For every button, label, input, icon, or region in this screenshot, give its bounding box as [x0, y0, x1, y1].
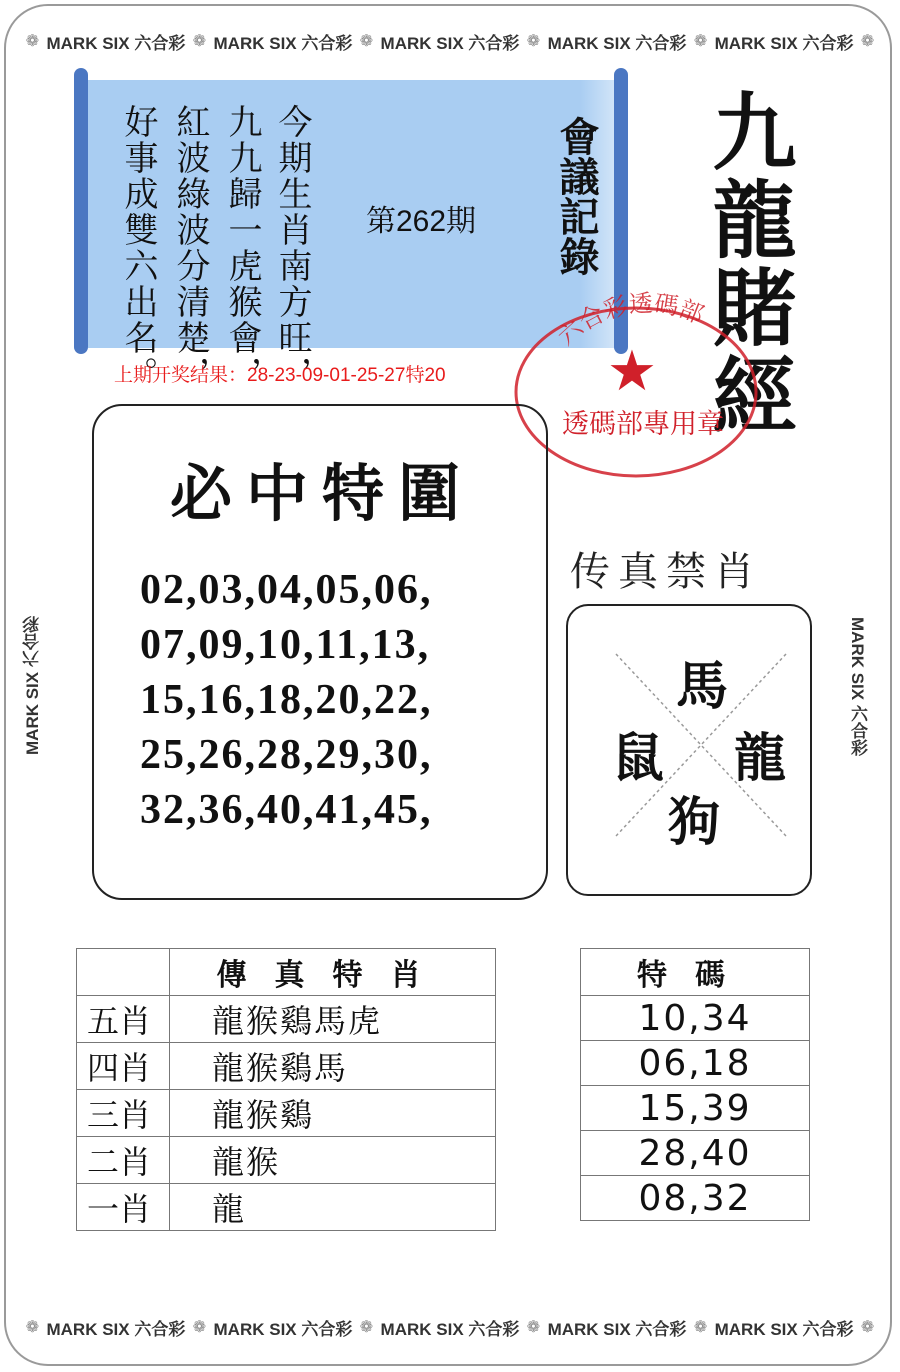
table-row	[581, 1131, 810, 1176]
watermark-text: MARK SIX 六合彩	[714, 33, 854, 53]
watermark-text: MARK SIX 六合彩	[547, 33, 687, 53]
table-row	[77, 1043, 496, 1090]
watermark-text: MARK SIX 六合彩	[848, 616, 867, 756]
table-row	[581, 1041, 810, 1086]
watermark-bottom	[20, 1312, 880, 1342]
code-cell: 08,32	[581, 1176, 810, 1221]
watermark-text: MARK SIX 六合彩	[213, 1319, 353, 1339]
watermark-text: MARK SIX 六合彩	[380, 33, 520, 53]
watermark-text: MARK SIX 六合彩	[213, 33, 353, 53]
meeting-record-label: 會議記錄	[553, 116, 600, 276]
flower-icon: ❁	[526, 33, 541, 50]
zodiac-left: 鼠	[612, 728, 665, 789]
zodiac-right: 龍	[734, 728, 787, 789]
zodiac-list: 龍	[170, 1184, 496, 1231]
flower-icon: ❁	[860, 33, 875, 50]
table-header-blank	[77, 949, 170, 996]
table-row	[77, 1090, 496, 1137]
table-row	[581, 1086, 810, 1131]
level-label: 二肖	[77, 1137, 170, 1184]
stamp-ring-text: 六合彩透碼部	[552, 290, 708, 351]
flower-icon: ❁	[192, 33, 207, 50]
watermark-text: MARK SIX 六合彩	[714, 1319, 854, 1339]
table-header: 傳真特肖	[170, 949, 496, 996]
zodiac-list: 龍猴鷄馬虎	[170, 996, 496, 1043]
watermark-text: MARK SIX 六合彩	[380, 1319, 520, 1339]
watermark-left	[20, 60, 50, 1312]
watermark-right	[840, 60, 870, 1312]
table-row	[581, 1176, 810, 1221]
watermark-text: MARK SIX 六合彩	[23, 616, 42, 756]
flower-icon: ❁	[25, 33, 40, 50]
table-row	[77, 1184, 496, 1231]
flower-icon	[49, 677, 50, 696]
star-icon: ★	[606, 339, 658, 404]
special-code-table	[580, 948, 810, 1221]
code-cell: 15,39	[581, 1086, 810, 1131]
flower-icon: ❁	[359, 33, 374, 50]
fax-zodiac-table	[76, 948, 496, 1231]
number-row-3: 15,16,18,20,22,	[140, 677, 433, 723]
table-header-row	[581, 949, 810, 996]
zodiac-bottom: 狗	[668, 792, 721, 853]
code-cell: 06,18	[581, 1041, 810, 1086]
poem-line-2: 九九歸一虎猴會，	[222, 104, 262, 392]
table-row	[77, 996, 496, 1043]
level-label: 五肖	[77, 996, 170, 1043]
level-label: 三肖	[77, 1090, 170, 1137]
fax-ban-label: 传真禁肖	[570, 549, 762, 595]
poem-line-1: 今期生肖南方旺，	[272, 104, 312, 392]
flower-icon: ❁	[25, 1319, 40, 1336]
main-box-title: 必中特圍	[170, 457, 475, 530]
number-row-2: 07,09,10,11,13,	[140, 622, 431, 668]
number-row-4: 25,26,28,29,30,	[140, 732, 433, 778]
flower-icon: ❁	[526, 1319, 541, 1336]
level-label: 一肖	[77, 1184, 170, 1231]
number-row-1: 02,03,04,05,06,	[140, 567, 433, 613]
zodiac-top: 馬	[676, 656, 729, 717]
issue-number: 第262期	[366, 205, 477, 238]
table-header: 特碼	[581, 949, 810, 996]
number-row-5: 32,36,40,41,45,	[140, 787, 433, 833]
table-row	[581, 996, 810, 1041]
watermark-text: MARK SIX 六合彩	[547, 1319, 687, 1339]
poem-line-4: 好事成雙六出名。	[118, 104, 158, 392]
flower-icon: ❁	[693, 1319, 708, 1336]
last-draw-result: 上期开奖结果：28-23-09-01-25-27特20	[114, 365, 446, 386]
flower-icon: ❁	[359, 1319, 374, 1336]
scroll-rod-left	[74, 68, 88, 354]
table-header-row	[77, 949, 496, 996]
zodiac-list: 龍猴鷄馬	[170, 1043, 496, 1090]
watermark-text: MARK SIX 六合彩	[46, 33, 186, 53]
zodiac-list: 龍猴鷄	[170, 1090, 496, 1137]
flower-icon: ❁	[693, 33, 708, 50]
flower-icon: ❁	[192, 1319, 207, 1336]
poem-line-3: 紅波綠波分清楚，	[170, 104, 210, 392]
table-row	[77, 1137, 496, 1184]
level-label: 四肖	[77, 1043, 170, 1090]
zodiac-list: 龍猴	[170, 1137, 496, 1184]
code-cell: 28,40	[581, 1131, 810, 1176]
code-cell: 10,34	[581, 996, 810, 1041]
watermark-text: MARK SIX 六合彩	[46, 1319, 186, 1339]
watermark-top	[20, 26, 880, 56]
page-title: 九龍賭經	[699, 88, 798, 440]
stamp-center-text: 透碼部專用章	[562, 409, 724, 439]
flower-icon: ❁	[860, 1319, 875, 1336]
flower-icon	[840, 677, 841, 696]
